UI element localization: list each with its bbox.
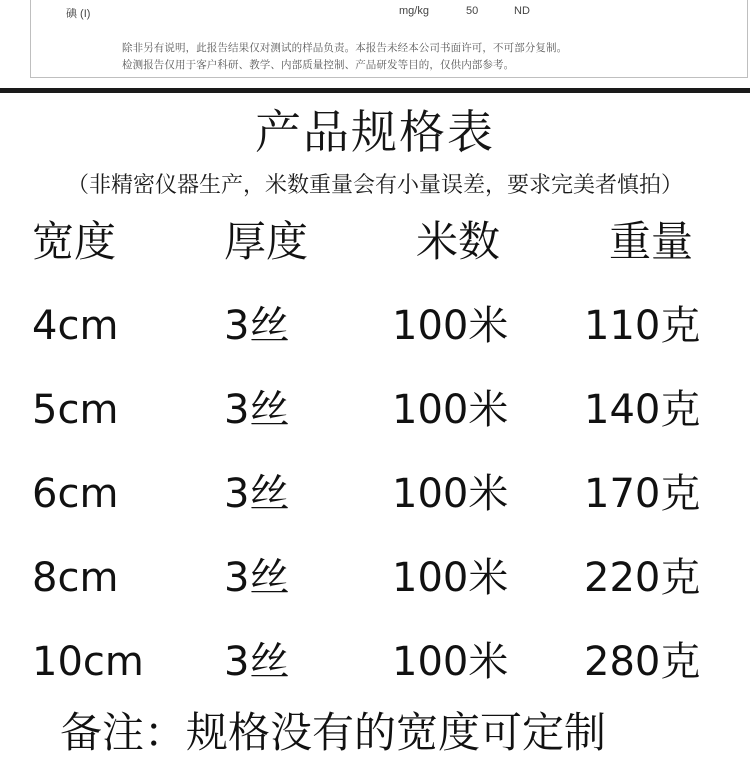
column-header-thickness: 厚度 xyxy=(224,217,309,266)
column-header-length: 米数 xyxy=(416,217,501,266)
row-4-thickness: 3丝 xyxy=(224,555,290,601)
row-5-length: 100米 xyxy=(392,639,509,685)
row-1-length: 100米 xyxy=(392,303,509,349)
row-2-length: 100米 xyxy=(392,387,509,433)
row-3-length: 100米 xyxy=(392,471,509,517)
row-3-weight: 170克 xyxy=(584,471,701,517)
report-item-name: 碘 (I) xyxy=(66,8,91,20)
spec-table-disclaimer: （非精密仪器生产，米数重量会有小量误差，要求完美者慎拍） xyxy=(66,173,683,198)
report-usage-note: 检测报告仅用于客户科研、教学、内部质量控制、产品研发等目的，仅供内部参考。 xyxy=(122,59,515,71)
row-5-weight: 280克 xyxy=(584,639,701,685)
customization-remark: 备注：规格没有的宽度可定制 xyxy=(60,708,607,757)
report-item-unit: mg/kg xyxy=(399,5,429,17)
row-5-thickness: 3丝 xyxy=(224,639,290,685)
row-4-width: 8cm xyxy=(32,555,119,601)
row-2-width: 5cm xyxy=(32,387,119,433)
row-3-width: 6cm xyxy=(32,471,119,517)
row-4-weight: 220克 xyxy=(584,555,701,601)
row-2-thickness: 3丝 xyxy=(224,387,290,433)
row-4-length: 100米 xyxy=(392,555,509,601)
test-report-fragment xyxy=(0,0,750,88)
report-item-result: ND xyxy=(514,5,530,17)
row-1-width: 4cm xyxy=(32,303,119,349)
column-header-weight: 重量 xyxy=(609,217,694,266)
row-1-thickness: 3丝 xyxy=(224,303,290,349)
row-5-width: 10cm xyxy=(32,639,144,685)
report-item-limit: 50 xyxy=(466,5,479,17)
section-divider xyxy=(0,88,750,93)
spec-table-title: 产品规格表 xyxy=(255,105,495,159)
row-1-weight: 110克 xyxy=(584,303,701,349)
report-disclaimer: 除非另有说明，此报告结果仅对测试的样品负责。本报告未经本公司书面许可，不可部分复制。 xyxy=(122,42,568,54)
row-2-weight: 140克 xyxy=(584,387,701,433)
row-3-thickness: 3丝 xyxy=(224,471,290,517)
column-header-width: 宽度 xyxy=(32,217,117,266)
